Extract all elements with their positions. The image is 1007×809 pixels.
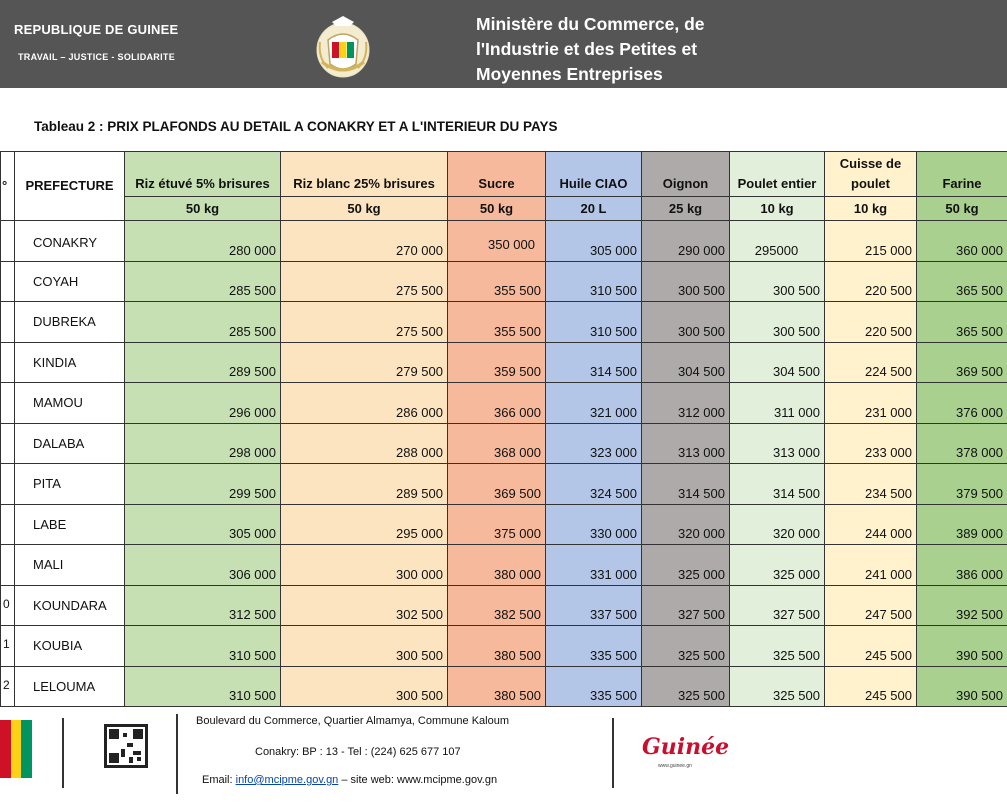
- price-cell-riz-etuve: 305 000: [125, 504, 281, 545]
- footer-divider: [612, 718, 614, 788]
- price-cell-poulet-entier: 327 500: [730, 585, 825, 626]
- row-number: [1, 261, 15, 302]
- price-cell-farine: 379 500: [917, 464, 1007, 505]
- price-cell-riz-blanc: 275 500: [281, 261, 448, 302]
- email-label: Email:: [202, 774, 236, 786]
- price-cell-farine: 378 000: [917, 423, 1007, 464]
- price-cell-sucre: 366 000: [448, 383, 546, 424]
- price-cell-cuisse-poulet: 233 000: [825, 423, 917, 464]
- price-cell-riz-blanc: 275 500: [281, 302, 448, 343]
- prefecture-cell: MAMOU: [15, 383, 125, 424]
- email-link[interactable]: info@mcipme.gov.gn: [235, 774, 339, 786]
- price-cell-cuisse-poulet: 244 000: [825, 504, 917, 545]
- ministry-name: [476, 12, 705, 87]
- price-cell-sucre: 380 500: [448, 666, 546, 707]
- price-cell-riz-blanc: 286 000: [281, 383, 448, 424]
- col-header-sucre: Sucre: [448, 152, 546, 197]
- row-number: [1, 221, 15, 262]
- price-cell-oignon: 312 000: [642, 383, 730, 424]
- table-row: [1, 626, 1007, 667]
- price-cell-huile: 321 000: [546, 383, 642, 424]
- price-cell-poulet-entier: 325 500: [730, 666, 825, 707]
- prefecture-cell: LELOUMA: [15, 666, 125, 707]
- price-cell-cuisse-poulet: 247 500: [825, 585, 917, 626]
- price-cell-huile: 335 500: [546, 626, 642, 667]
- price-cell-poulet-entier: 325 500: [730, 626, 825, 667]
- price-cell-cuisse-poulet: 245 500: [825, 626, 917, 667]
- footer-phone: Conakry: BP : 13 - Tel : (224) 625 677 107: [255, 746, 461, 758]
- price-cell-sucre: 355 500: [448, 302, 546, 343]
- price-cell-cuisse-poulet: 245 500: [825, 666, 917, 707]
- coat-of-arms-icon: [310, 12, 376, 82]
- price-cell-farine: 386 000: [917, 545, 1007, 586]
- row-number: [1, 545, 15, 586]
- prefecture-header: PREFECTURE: [15, 152, 125, 221]
- number-header: °: [1, 152, 15, 221]
- col-header-riz-etuve: Riz étuvé 5% brisures: [125, 152, 281, 197]
- price-cell-huile: 310 500: [546, 261, 642, 302]
- price-cell-huile: 330 000: [546, 504, 642, 545]
- prefecture-cell: CONAKRY: [15, 221, 125, 262]
- footer-divider: [176, 714, 178, 794]
- col-header-farine: Farine: [917, 152, 1007, 197]
- flag-stripe: [0, 720, 11, 778]
- price-cell-riz-etuve: 310 500: [125, 626, 281, 667]
- price-cell-riz-etuve: 298 000: [125, 423, 281, 464]
- unit-cell: 25 kg: [642, 197, 730, 221]
- prefecture-cell: KOUNDARA: [15, 585, 125, 626]
- price-cell-huile: 305 000: [546, 221, 642, 262]
- price-cell-riz-blanc: 300 500: [281, 666, 448, 707]
- qr-code-icon: [104, 724, 148, 768]
- flag-stripe: [11, 720, 22, 778]
- footer-contact: [202, 774, 497, 786]
- col-header-poulet-entier: Poulet entier: [730, 152, 825, 197]
- price-cell-riz-blanc: 279 500: [281, 342, 448, 383]
- prefecture-cell: DUBREKA: [15, 302, 125, 343]
- price-cell-poulet-entier: 314 500: [730, 464, 825, 505]
- col-header-huile: Huile CIAO: [546, 152, 642, 197]
- price-cell-riz-blanc: 270 000: [281, 221, 448, 262]
- price-cell-riz-etuve: 306 000: [125, 545, 281, 586]
- table-row: [1, 261, 1007, 302]
- table-row: [1, 545, 1007, 586]
- price-cell-poulet-entier: 300 500: [730, 302, 825, 343]
- price-cell-riz-etuve: 310 500: [125, 666, 281, 707]
- table-row: [1, 504, 1007, 545]
- price-cell-farine: 390 500: [917, 666, 1007, 707]
- footer: [0, 712, 1007, 809]
- price-cell-oignon: 304 500: [642, 342, 730, 383]
- price-cell-cuisse-poulet: 234 500: [825, 464, 917, 505]
- header-row: [1, 152, 1007, 197]
- price-cell-sucre: 380 000: [448, 545, 546, 586]
- price-table: [0, 151, 1007, 707]
- footer-divider: [62, 718, 64, 788]
- price-cell-cuisse-poulet: 220 500: [825, 261, 917, 302]
- table-row: [1, 666, 1007, 707]
- unit-cell: 10 kg: [825, 197, 917, 221]
- table-row: [1, 221, 1007, 262]
- row-number: [1, 302, 15, 343]
- price-cell-oignon: 325 000: [642, 545, 730, 586]
- row-number: [1, 342, 15, 383]
- table-row: [1, 464, 1007, 505]
- national-motto: TRAVAIL – JUSTICE - SOLIDARITE: [18, 52, 176, 62]
- price-cell-farine: 369 500: [917, 342, 1007, 383]
- price-cell-oignon: 325 500: [642, 626, 730, 667]
- table-title: Tableau 2 : PRIX PLAFONDS AU DETAIL A CONAKRY ET A L'INTERIEUR DU PAYS: [34, 119, 558, 134]
- header-band: [0, 0, 1007, 88]
- ministry-line-1: Ministère du Commerce, de: [476, 14, 705, 34]
- price-cell-cuisse-poulet: 224 500: [825, 342, 917, 383]
- price-cell-oignon: 290 000: [642, 221, 730, 262]
- prefecture-cell: DALABA: [15, 423, 125, 464]
- price-cell-huile: 337 500: [546, 585, 642, 626]
- price-cell-riz-etuve: 289 500: [125, 342, 281, 383]
- price-cell-oignon: 327 500: [642, 585, 730, 626]
- unit-cell: 20 L: [546, 197, 642, 221]
- price-cell-oignon: 300 500: [642, 302, 730, 343]
- price-cell-cuisse-poulet: 220 500: [825, 302, 917, 343]
- prefecture-cell: MALI: [15, 545, 125, 586]
- guinea-flag-icon: [0, 720, 32, 778]
- price-cell-sucre: 375 000: [448, 504, 546, 545]
- row-number: 0: [1, 585, 15, 626]
- price-cell-oignon: 320 000: [642, 504, 730, 545]
- row-number: [1, 383, 15, 424]
- unit-cell: 50 kg: [448, 197, 546, 221]
- price-cell-sucre: 380 500: [448, 626, 546, 667]
- col-header-oignon: Oignon: [642, 152, 730, 197]
- price-cell-cuisse-poulet: 241 000: [825, 545, 917, 586]
- price-cell-cuisse-poulet: 231 000: [825, 383, 917, 424]
- price-cell-poulet-entier: 320 000: [730, 504, 825, 545]
- table-row: [1, 342, 1007, 383]
- ministry-line-2: l'Industrie et des Petites et: [476, 39, 698, 59]
- row-number: [1, 464, 15, 505]
- prefecture-cell: LABE: [15, 504, 125, 545]
- price-cell-riz-blanc: 289 500: [281, 464, 448, 505]
- price-cell-oignon: 314 500: [642, 464, 730, 505]
- prefecture-cell: KOUBIA: [15, 626, 125, 667]
- price-cell-farine: 365 500: [917, 302, 1007, 343]
- price-cell-riz-etuve: 285 500: [125, 261, 281, 302]
- price-cell-riz-blanc: 302 500: [281, 585, 448, 626]
- price-cell-riz-etuve: 312 500: [125, 585, 281, 626]
- price-cell-cuisse-poulet: 215 000: [825, 221, 917, 262]
- footer-address: Boulevard du Commerce, Quartier Almamya, Commune Kaloum: [196, 715, 510, 727]
- table-row: [1, 585, 1007, 626]
- table-row: [1, 383, 1007, 424]
- price-cell-sucre: 359 500: [448, 342, 546, 383]
- price-cell-riz-etuve: 299 500: [125, 464, 281, 505]
- website-text: – site web: www.mcipme.gov.gn: [338, 774, 498, 786]
- col-header-cuisse-poulet: Cuisse de poulet: [825, 152, 917, 197]
- prefecture-cell: PITA: [15, 464, 125, 505]
- price-cell-riz-etuve: 285 500: [125, 302, 281, 343]
- price-cell-huile: 331 000: [546, 545, 642, 586]
- price-cell-oignon: 325 500: [642, 666, 730, 707]
- price-cell-poulet-entier: 295000: [730, 221, 825, 262]
- guinee-logo: Guinée: [642, 734, 730, 760]
- price-cell-poulet-entier: 304 500: [730, 342, 825, 383]
- price-cell-riz-etuve: 280 000: [125, 221, 281, 262]
- row-number: 2: [1, 666, 15, 707]
- prefecture-cell: COYAH: [15, 261, 125, 302]
- row-number: [1, 504, 15, 545]
- price-cell-riz-etuve: 296 000: [125, 383, 281, 424]
- price-cell-farine: 389 000: [917, 504, 1007, 545]
- ministry-line-3: Moyennes Entreprises: [476, 64, 663, 84]
- price-cell-riz-blanc: 288 000: [281, 423, 448, 464]
- col-header-riz-blanc: Riz blanc 25% brisures: [281, 152, 448, 197]
- price-cell-huile: 324 500: [546, 464, 642, 505]
- prefecture-cell: KINDIA: [15, 342, 125, 383]
- unit-cell: 50 kg: [917, 197, 1007, 221]
- price-cell-sucre: 382 500: [448, 585, 546, 626]
- price-cell-sucre: 369 500: [448, 464, 546, 505]
- price-cell-riz-blanc: 300 000: [281, 545, 448, 586]
- price-cell-huile: 335 500: [546, 666, 642, 707]
- price-cell-poulet-entier: 311 000: [730, 383, 825, 424]
- unit-cell: 50 kg: [281, 197, 448, 221]
- price-cell-farine: 365 500: [917, 261, 1007, 302]
- unit-cell: 50 kg: [125, 197, 281, 221]
- price-cell-farine: 376 000: [917, 383, 1007, 424]
- table-row: [1, 302, 1007, 343]
- price-cell-farine: 392 500: [917, 585, 1007, 626]
- price-cell-huile: 310 500: [546, 302, 642, 343]
- price-cell-riz-blanc: 295 000: [281, 504, 448, 545]
- price-cell-oignon: 300 500: [642, 261, 730, 302]
- price-cell-huile: 323 000: [546, 423, 642, 464]
- row-number: [1, 423, 15, 464]
- flag-stripe: [21, 720, 32, 778]
- unit-cell: 10 kg: [730, 197, 825, 221]
- price-cell-oignon: 313 000: [642, 423, 730, 464]
- row-number: 1: [1, 626, 15, 667]
- price-cell-farine: 360 000: [917, 221, 1007, 262]
- republic-name: REPUBLIQUE DE GUINEE: [14, 22, 179, 37]
- price-cell-farine: 390 500: [917, 626, 1007, 667]
- price-cell-poulet-entier: 325 000: [730, 545, 825, 586]
- units-row: [1, 197, 1007, 221]
- price-cell-sucre: 368 000: [448, 423, 546, 464]
- guinee-logo-sub: www.guinee.gn: [658, 763, 692, 769]
- price-cell-huile: 314 500: [546, 342, 642, 383]
- price-cell-poulet-entier: 300 500: [730, 261, 825, 302]
- table-row: [1, 423, 1007, 464]
- price-cell-sucre: 355 500: [448, 261, 546, 302]
- price-cell-riz-blanc: 300 500: [281, 626, 448, 667]
- price-cell-sucre: 350 000: [448, 221, 546, 262]
- price-cell-poulet-entier: 313 000: [730, 423, 825, 464]
